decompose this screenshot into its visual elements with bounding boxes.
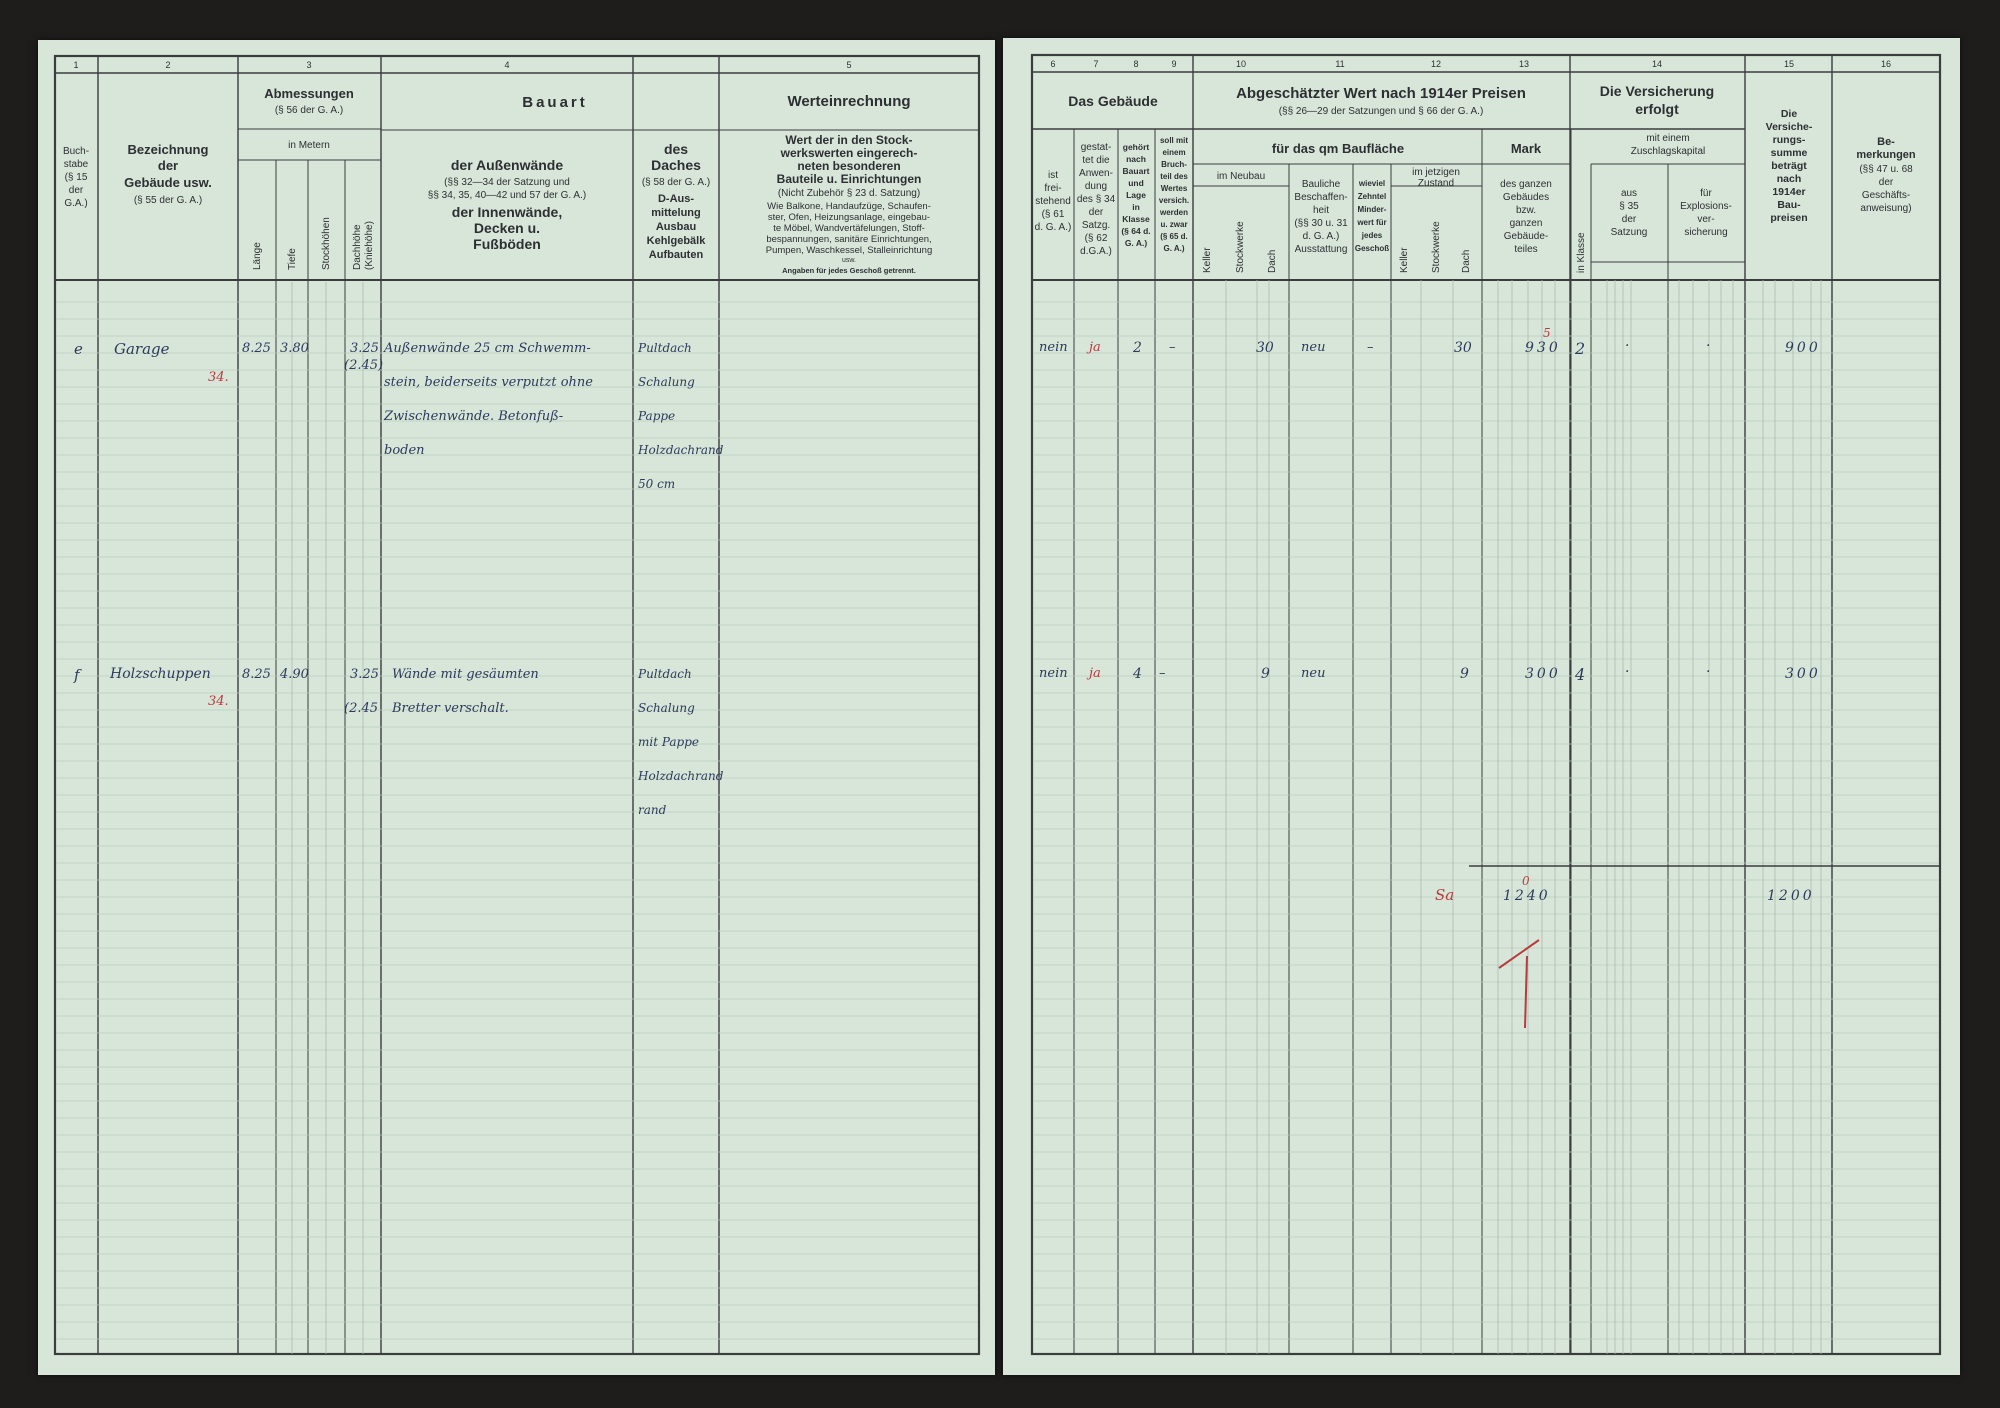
- left-form-page: [38, 40, 995, 1375]
- col-number-6: 6: [1050, 59, 1056, 69]
- minderwert-header-5: jedes: [1361, 231, 1383, 240]
- col16-header-3: (§§ 47 u. 68: [1859, 164, 1913, 175]
- col16-header-5: Geschäfts-: [1861, 190, 1911, 201]
- kniehoehe-header: (Kniehöhe): [364, 221, 375, 270]
- entry-e-explosion: ·: [1706, 338, 1711, 354]
- im-jetzigen-label-1: im jetzigen: [1412, 167, 1460, 178]
- keller-neu-header: Keller: [1202, 247, 1213, 273]
- entry-e-tiefe: 3.80: [280, 341, 309, 356]
- entry-e-letter: e: [74, 340, 83, 358]
- entry-f-gesamt: 300: [1525, 666, 1561, 682]
- explosion-header-4: sicherung: [1684, 227, 1728, 238]
- entry-f-summe: 300: [1785, 666, 1821, 682]
- entry-e-gesamt: 930: [1525, 340, 1561, 356]
- col7-header-7: Satzg.: [1081, 220, 1111, 231]
- total-check-stroke: [1499, 940, 1539, 968]
- col9-header-10: G. A.): [1163, 244, 1185, 253]
- col6-header-2: frei-: [1044, 183, 1062, 194]
- total-gesamt: 1240: [1503, 888, 1551, 904]
- entry-f-number-mark: 34.: [208, 694, 229, 709]
- stockhoehen-header: Stockhöhen: [321, 217, 332, 270]
- col7-header-4: dung: [1084, 181, 1108, 192]
- dach-neu-header: Dach: [1267, 249, 1278, 273]
- col-number-3: 3: [306, 60, 312, 70]
- col-number-7: 7: [1093, 59, 1099, 69]
- col9-header-2: einem: [1162, 148, 1186, 157]
- col6-header-1: ist: [1048, 170, 1058, 181]
- col15-header-8: Bau-: [1777, 199, 1801, 211]
- col9-header-4: teil des: [1160, 172, 1188, 181]
- entry-f-in-klasse: 4: [1575, 665, 1586, 684]
- entry-f-jetzt-dach: 9: [1460, 666, 1469, 682]
- entry-e-roof-1: Pultdach: [638, 341, 692, 355]
- right-form-grid: [1003, 38, 1960, 1375]
- col8-header-4: und: [1128, 178, 1144, 188]
- total-label: Sa: [1435, 886, 1455, 904]
- col-number-9: 9: [1171, 59, 1177, 69]
- col-number-13: 13: [1518, 59, 1530, 69]
- aus35-header-1: aus: [1620, 188, 1638, 199]
- entry-e-aus35: ·: [1625, 338, 1630, 354]
- das-gebaeude-header: Das Gebäude: [1068, 93, 1158, 109]
- entry-e-roof-5: 50 cm: [638, 477, 676, 491]
- explosion-header-1: für: [1700, 188, 1712, 199]
- col7-header-6: der: [1088, 207, 1104, 218]
- col-number-16: 16: [1880, 59, 1892, 69]
- col-number-12: 12: [1430, 59, 1442, 69]
- total-gesamt-correction: 0: [1522, 874, 1530, 888]
- col16-header-4: der: [1878, 177, 1894, 188]
- col9-header-9: (§ 65 d.: [1160, 232, 1188, 241]
- buchstabe-header-5: G.A.): [64, 198, 88, 209]
- col9-header-8: u. zwar: [1160, 220, 1188, 229]
- entry-e-number-mark: 34.: [208, 370, 229, 385]
- col-number-10: 10: [1235, 59, 1247, 69]
- entry-f-roof-2: Schalung: [638, 701, 695, 715]
- col8-header-9: G. A.): [1124, 238, 1148, 248]
- ganzen-header-1: des ganzen: [1500, 179, 1552, 190]
- col8-header-8: (§ 64 d.: [1121, 226, 1151, 236]
- col9-header-5: Wertes: [1160, 184, 1188, 193]
- zuschlag-header-1: mit einem: [1646, 133, 1690, 144]
- col15-header-5: beträgt: [1771, 160, 1807, 172]
- entry-f-explosion: ·: [1706, 664, 1711, 680]
- entry-f-roof-4: Holzdachrand: [638, 769, 724, 783]
- col16-header-1: Be-: [1877, 136, 1895, 148]
- dachhoehe-header: Dachhöhe: [352, 224, 363, 270]
- col6-header-5: d. G. A.): [1034, 222, 1072, 233]
- entry-f-roof-3: mit Pappe: [638, 735, 700, 749]
- minderwert-header-6: Geschoß: [1354, 244, 1390, 253]
- bauliche-header-5: d. G. A.): [1302, 231, 1340, 242]
- entry-f-bauliche: neu: [1301, 666, 1326, 681]
- col6-header-4: (§ 61: [1041, 209, 1065, 220]
- wert-title-1: Wert der in den Stock-: [785, 133, 913, 147]
- entry-f-laenge: 8.25: [242, 667, 271, 682]
- col7-header-5: des § 34: [1076, 194, 1116, 205]
- stockwerke-jetzt-header: Stockwerke: [1431, 221, 1442, 273]
- col9-header-6: versich.: [1158, 196, 1190, 205]
- col16-header-2: merkungen: [1856, 149, 1916, 161]
- col16-header-6: anweisung): [1860, 203, 1912, 214]
- mark-header: Mark: [1510, 141, 1542, 156]
- col-number-11: 11: [1335, 59, 1345, 69]
- col-number-4: 4: [504, 60, 510, 70]
- aus35-header-2: § 35: [1619, 201, 1639, 212]
- ganzen-header-3: bzw.: [1515, 205, 1537, 216]
- entry-f-letter: f: [74, 666, 80, 684]
- explosion-header-3: ver-: [1697, 214, 1715, 225]
- right-form-page: [1003, 38, 1960, 1375]
- entry-e-kniehoehe: (2.45): [344, 358, 384, 373]
- innenwaende-header-1: der Innenwände,: [451, 204, 563, 220]
- wert-title-3: neten besonderen: [797, 159, 901, 173]
- ganzen-header-5: Gebäude-: [1503, 231, 1549, 242]
- aussenwaende-header: der Außenwände: [450, 157, 564, 173]
- buchstabe-header-2: stabe: [63, 159, 89, 170]
- entry-f-name: Holzschuppen: [110, 666, 211, 682]
- bezeichnung-ref: (§ 55 der G. A.): [133, 195, 203, 206]
- innenwaende-header-2: Decken u.: [473, 220, 541, 236]
- entry-e-in-klasse: 2: [1575, 339, 1586, 358]
- col9-header-1: soll mit: [1159, 136, 1189, 145]
- col15-header-7: 1914er: [1772, 186, 1806, 198]
- wert-note: Angaben für jedes Geschoß getrennt.: [782, 266, 916, 275]
- col7-header-1: gestat-: [1080, 142, 1112, 153]
- minderwert-header-1: wieviel: [1358, 179, 1386, 188]
- versicherung-header-1: Die Versicherung: [1599, 83, 1715, 99]
- col15-header-2: Versiche-: [1765, 121, 1813, 133]
- wert-desc-3: te Möbel, Wandvertäfelungen, Stoff-: [773, 223, 925, 234]
- entry-e-roof-3: Pappe: [638, 409, 676, 423]
- entry-e-minderwert: –: [1367, 340, 1374, 355]
- col7-header-9: d.G.A.): [1080, 246, 1112, 257]
- col15-header-3: rungs-: [1772, 134, 1806, 146]
- col-number-2: 2: [165, 60, 171, 70]
- entry-e-roof-4: Holzdachrand: [638, 443, 724, 457]
- col8-header-6: in: [1132, 202, 1140, 212]
- bauart-header: Bauart: [522, 94, 588, 111]
- bauliche-header-1: Bauliche: [1301, 179, 1341, 190]
- col-number-1: 1: [73, 60, 79, 70]
- bauliche-header-4: (§§ 30 u. 31: [1294, 218, 1348, 229]
- entry-e-name: Garage: [114, 340, 170, 358]
- ganzen-header-4: ganzen: [1509, 218, 1543, 229]
- entry-e-jetzt-dach: 30: [1454, 340, 1472, 356]
- im-neubau-label: im Neubau: [1216, 171, 1266, 182]
- entry-f-klasse: 4: [1133, 666, 1142, 682]
- entry-e-gesamt-correction: 5: [1543, 326, 1551, 340]
- entry-e-walls-2: stein, beiderseits verputzt ohne: [384, 375, 593, 390]
- minderwert-header-2: Zehntel: [1357, 192, 1387, 201]
- buchstabe-header-1: Buch-: [62, 146, 90, 157]
- dach-sub-5: Aufbauten: [648, 249, 704, 261]
- entry-e-klasse: 2: [1133, 340, 1142, 356]
- laenge-header: Länge: [252, 242, 263, 270]
- col7-header-8: (§ 62: [1084, 233, 1108, 244]
- col15-header-9: preisen: [1770, 212, 1808, 224]
- col8-header-7: Klasse: [1122, 214, 1150, 224]
- wert-ref: (Nicht Zubehör § 23 d. Satzung): [777, 188, 921, 199]
- aus35-header-4: Satzung: [1610, 227, 1648, 238]
- entry-f-roof-5: rand: [638, 803, 667, 817]
- bauliche-header-2: Beschaffen-: [1294, 192, 1348, 203]
- aussenwaende-ref-2: §§ 34, 35, 40—42 und 57 der G. A.): [427, 190, 587, 201]
- col8-header-3: Bauart: [1122, 166, 1150, 176]
- entry-f-roof-1: Pultdach: [638, 667, 692, 681]
- abgeschaetzt-ref: (§§ 26—29 der Satzungen und § 66 der G. A.): [1278, 106, 1484, 117]
- entry-e-walls-4: boden: [384, 443, 425, 458]
- col15-header-6: nach: [1776, 173, 1802, 185]
- entry-e-dachhoehe: 3.25: [350, 341, 379, 356]
- abmessungen-ref: (§ 56 der G. A.): [274, 105, 344, 116]
- keller-jetzt-header: Keller: [1399, 247, 1410, 273]
- innenwaende-header-3: Fußböden: [473, 236, 541, 252]
- col-number-14: 14: [1651, 59, 1663, 69]
- zuschlag-header-2: Zuschlagskapital: [1630, 146, 1706, 157]
- minderwert-header-3: Minder-: [1357, 205, 1387, 214]
- buchstabe-header-4: der: [68, 185, 84, 196]
- entry-f-neubau-dach: 9: [1261, 666, 1270, 682]
- dach-header-2: Daches: [651, 157, 701, 173]
- total-check-mark: [1525, 956, 1527, 1028]
- entry-e-roof-2: Schalung: [638, 375, 695, 389]
- wert-title-4: Bauteile u. Einrichtungen: [776, 172, 922, 186]
- dach-header-1: des: [663, 141, 689, 157]
- dach-ref: (§ 58 der G. A.): [641, 177, 711, 188]
- ganzen-header-6: teiles: [1514, 244, 1538, 255]
- entry-f-dachhoehe: 3.25: [350, 667, 379, 682]
- in-metern-label: in Metern: [288, 140, 330, 151]
- entry-f-freistehend: nein: [1039, 666, 1068, 681]
- left-form-grid: [38, 40, 995, 1375]
- werteinrechnung-header: Werteinrechnung: [787, 93, 911, 110]
- entry-e-laenge: 8.25: [242, 341, 271, 356]
- col-number-8: 8: [1133, 59, 1139, 69]
- dach-sub-4: Kehlgebälk: [646, 235, 706, 247]
- abgeschaetzt-header: Abgeschätzter Wert nach 1914er Preisen: [1236, 85, 1526, 102]
- col7-header-3: Anwen-: [1079, 168, 1113, 179]
- entry-e-walls-3: Zwischenwände. Betonfuß-: [384, 409, 564, 424]
- entry-e-walls-1: Außenwände 25 cm Schwemm-: [384, 341, 591, 356]
- im-jetzigen-label-2: Zustand: [1417, 178, 1455, 189]
- bezeichnung-header-2: der: [157, 158, 179, 173]
- col7-header-2: tet die: [1082, 155, 1110, 166]
- entry-e-bauliche: neu: [1301, 340, 1326, 355]
- col9-header-7: werden: [1159, 208, 1189, 217]
- explosion-header-2: Explosions-: [1680, 201, 1732, 212]
- tiefe-header: Tiefe: [287, 248, 298, 270]
- aussenwaende-ref-1: (§§ 32—34 der Satzung und: [444, 177, 570, 188]
- col8-header-2: nach: [1126, 154, 1146, 164]
- entry-e-summe: 900: [1785, 340, 1821, 356]
- col9-header-3: Bruch-: [1161, 160, 1187, 169]
- entry-e-bruchteil: –: [1169, 340, 1176, 355]
- in-klasse-header: in Klasse: [1576, 232, 1587, 273]
- dach-sub-2: mittelung: [651, 207, 701, 219]
- entry-f-par34: ja: [1089, 666, 1101, 681]
- wert-desc-4: bespannungen, sanitäre Einrichtungen,: [766, 234, 932, 245]
- aus35-header-3: der: [1621, 214, 1637, 225]
- bezeichnung-header-1: Bezeichnung: [127, 142, 209, 157]
- versicherung-header-2: erfolgt: [1635, 101, 1679, 117]
- wert-desc-6: usw.: [841, 257, 857, 264]
- stockwerke-neu-header: Stockwerke: [1235, 221, 1246, 273]
- buchstabe-header-3: (§ 15: [64, 172, 88, 183]
- entry-e-par34: ja: [1089, 340, 1101, 355]
- wert-title-2: werkswerten eingerech-: [780, 146, 918, 160]
- dach-sub-3: Ausbau: [655, 221, 697, 233]
- entry-f-aus35: ·: [1625, 664, 1630, 680]
- dach-sub-1: D-Aus-: [657, 193, 695, 205]
- dach-jetzt-header: Dach: [1461, 249, 1472, 273]
- bauliche-header-6: Ausstattung: [1294, 244, 1348, 255]
- ganzen-header-2: Gebäudes: [1502, 192, 1550, 203]
- entry-f-bruchteil: –: [1159, 666, 1166, 681]
- entry-f-kniehoehe: (2.45: [344, 701, 379, 716]
- wert-desc-2: ster, Ofen, Heizungsanlage, eingebau-: [767, 212, 931, 223]
- entry-f-tiefe: 4.90: [280, 667, 309, 682]
- col15-header-1: Die: [1780, 108, 1798, 120]
- entry-f-walls-2: Bretter verschalt.: [392, 701, 509, 716]
- entry-f-walls-1: Wände mit gesäumten: [392, 667, 539, 682]
- total-summe: 1200: [1767, 888, 1815, 904]
- col8-header-5: Lage: [1126, 190, 1146, 200]
- wert-desc-5: Pumpen, Waschkessel, Stalleinrichtung: [765, 245, 933, 256]
- col-number-5: 5: [846, 60, 852, 70]
- col15-header-4: summe: [1770, 147, 1808, 159]
- bezeichnung-header-3: Gebäude usw.: [124, 175, 212, 190]
- entry-e-freistehend: nein: [1039, 340, 1068, 355]
- fuer-qm-header: für das qm Baufläche: [1271, 141, 1405, 156]
- wert-desc-1: Wie Balkone, Handaufzüge, Schaufen-: [767, 201, 931, 212]
- minderwert-header-4: wert für: [1357, 218, 1387, 227]
- abmessungen-header: Abmessungen: [264, 86, 354, 101]
- col6-header-3: stehend: [1035, 196, 1071, 207]
- col8-header-1: gehört: [1122, 142, 1150, 152]
- entry-e-neubau-dach: 30: [1256, 340, 1274, 356]
- bauliche-header-3: heit: [1312, 205, 1330, 216]
- col-number-15: 15: [1783, 59, 1795, 69]
